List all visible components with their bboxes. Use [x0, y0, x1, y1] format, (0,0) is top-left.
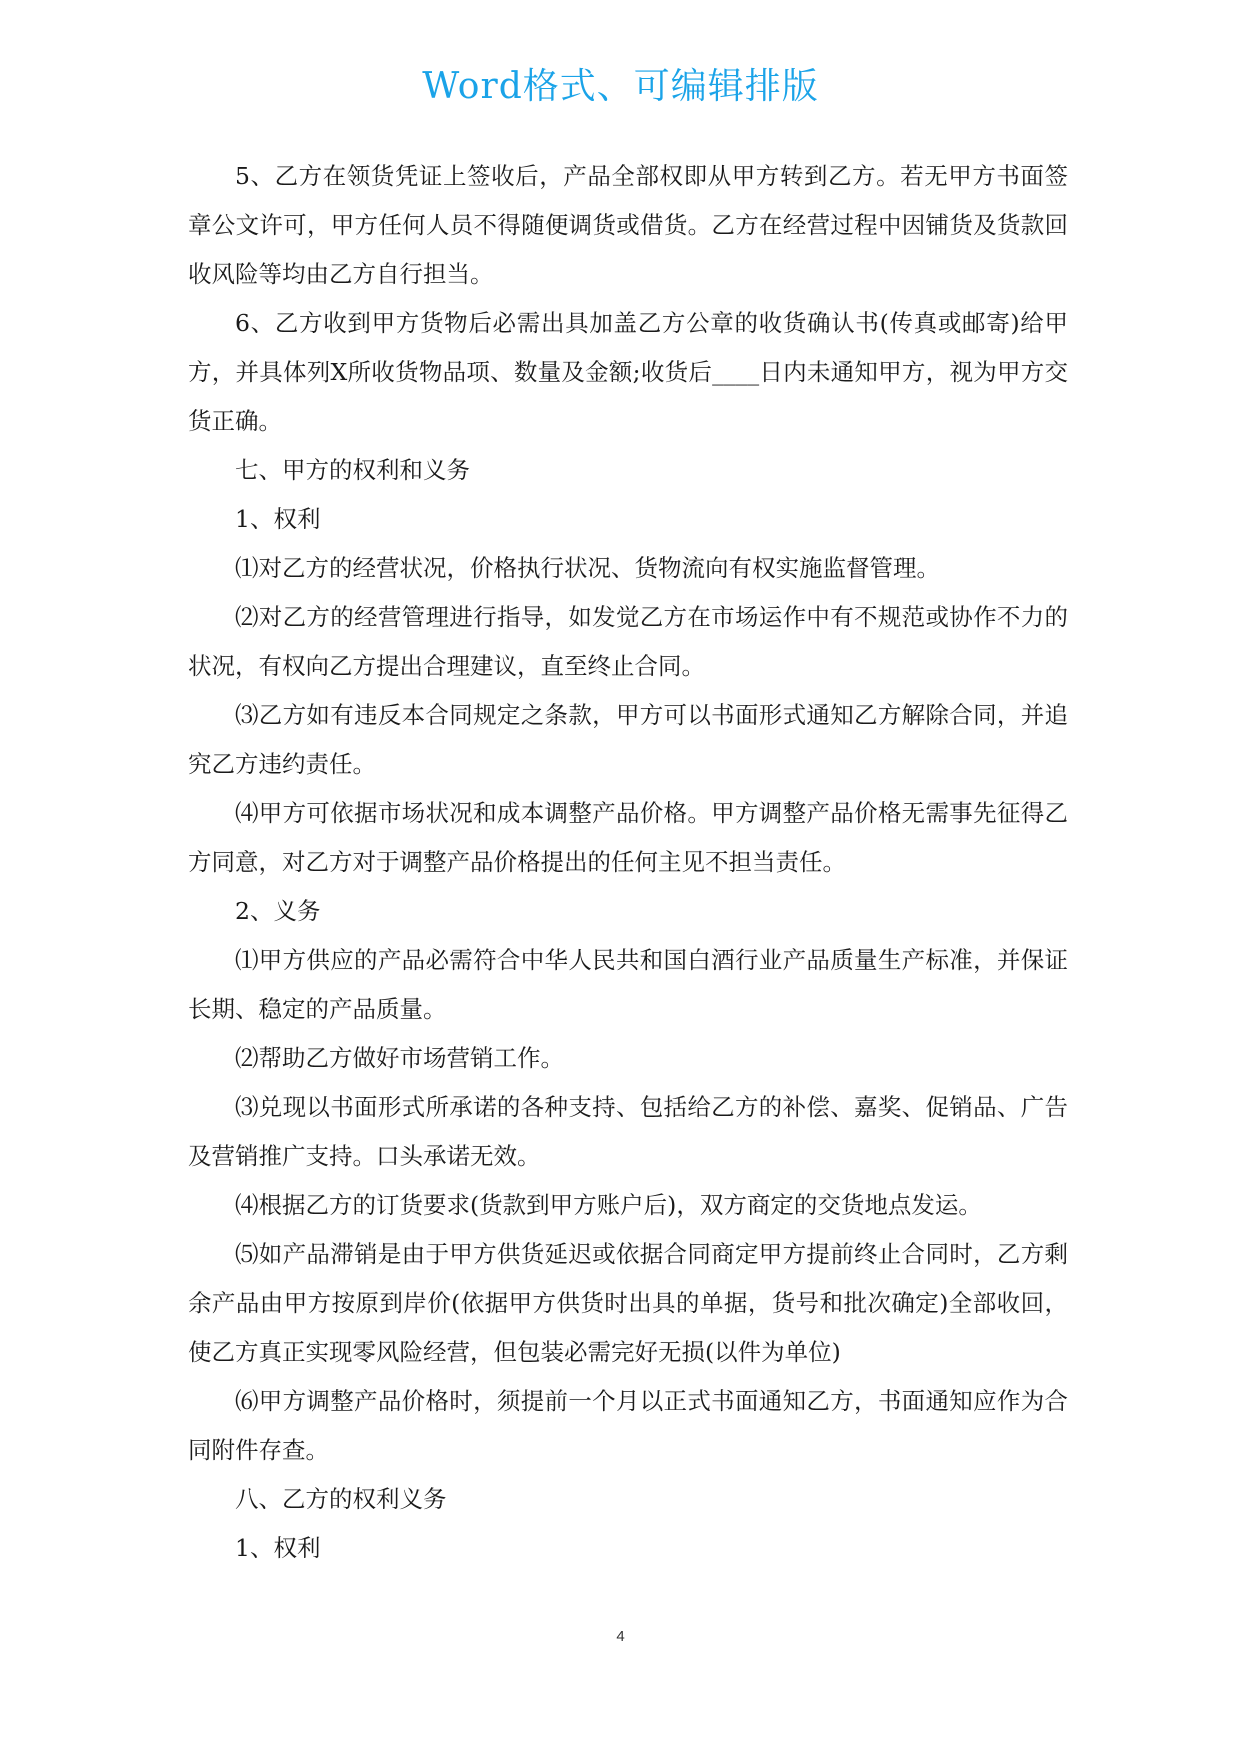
subsection-heading: 2、义务	[235, 897, 321, 925]
paragraph: ⑷根据乙方的订货要求(货款到甲方账户后)，双方商定的交货地点发运。	[235, 1191, 982, 1219]
paragraph: ⑶乙方如有违反本合同规定之条款，甲方可以书面形式通知乙方解除合同，并追究乙方违约责任。	[188, 701, 1068, 778]
page-number: 4	[616, 1628, 625, 1645]
paragraph: ⑹甲方调整产品价格时，须提前一个月以正式书面通知乙方，书面通知应作为合同附件存查。	[188, 1387, 1068, 1464]
paragraph: ⑸如产品滞销是由于甲方供货延迟或依据合同商定甲方提前终止合同时，乙方剩余产品由甲方按原到岸价(依据甲方供货时出具的单据，货号和批次确定)全部收回，使乙方真正实现零风险经营，但包装必需完好无损(以件为单位)	[188, 1240, 1068, 1366]
document-header-title: Word格式、可编辑排版	[422, 66, 819, 107]
document-body	[188, 152, 1068, 1573]
paragraph: ⑴甲方供应的产品必需符合中华人民共和国白酒行业产品质量生产标准，并保证长期、稳定的产品质量。	[188, 946, 1068, 1023]
section-heading: 八、乙方的权利义务	[235, 1485, 447, 1513]
section-heading: 七、甲方的权利和义务	[235, 456, 470, 484]
paragraph: ⑵帮助乙方做好市场营销工作。	[235, 1044, 564, 1072]
subsection-heading: 1、权利	[235, 1534, 321, 1562]
paragraph: ⑴对乙方的经营状况，价格执行状况、货物流向有权实施监督管理。	[235, 554, 940, 582]
paragraph: ⑵对乙方的经营管理进行指导，如发觉乙方在市场运作中有不规范或协作不力的状况，有权向乙方提出合理建议，直至终止合同。	[188, 603, 1068, 680]
paragraph: ⑶兑现以书面形式所承诺的各种支持、包括给乙方的补偿、嘉奖、促销品、广告及营销推广支持。口头承诺无效。	[188, 1093, 1068, 1170]
paragraph: 5、乙方在领货凭证上签收后，产品全部权即从甲方转到乙方。若无甲方书面签章公文许可，甲方任何人员不得随便调货或借货。乙方在经营过程中因铺货及货款回收风险等均由乙方自行担当。	[188, 162, 1068, 288]
subsection-heading: 1、权利	[235, 505, 321, 533]
paragraph: ⑷甲方可依据市场状况和成本调整产品价格。甲方调整产品价格无需事先征得乙方同意，对乙方对于调整产品价格提出的任何主见不担当责任。	[188, 799, 1068, 876]
paragraph: 6、乙方收到甲方货物后必需出具加盖乙方公章的收货确认书(传真或邮寄)给甲方，并具体列X所收货物品项、数量及金额;收货后____日内未通知甲方，视为甲方交货正确。	[188, 309, 1068, 435]
